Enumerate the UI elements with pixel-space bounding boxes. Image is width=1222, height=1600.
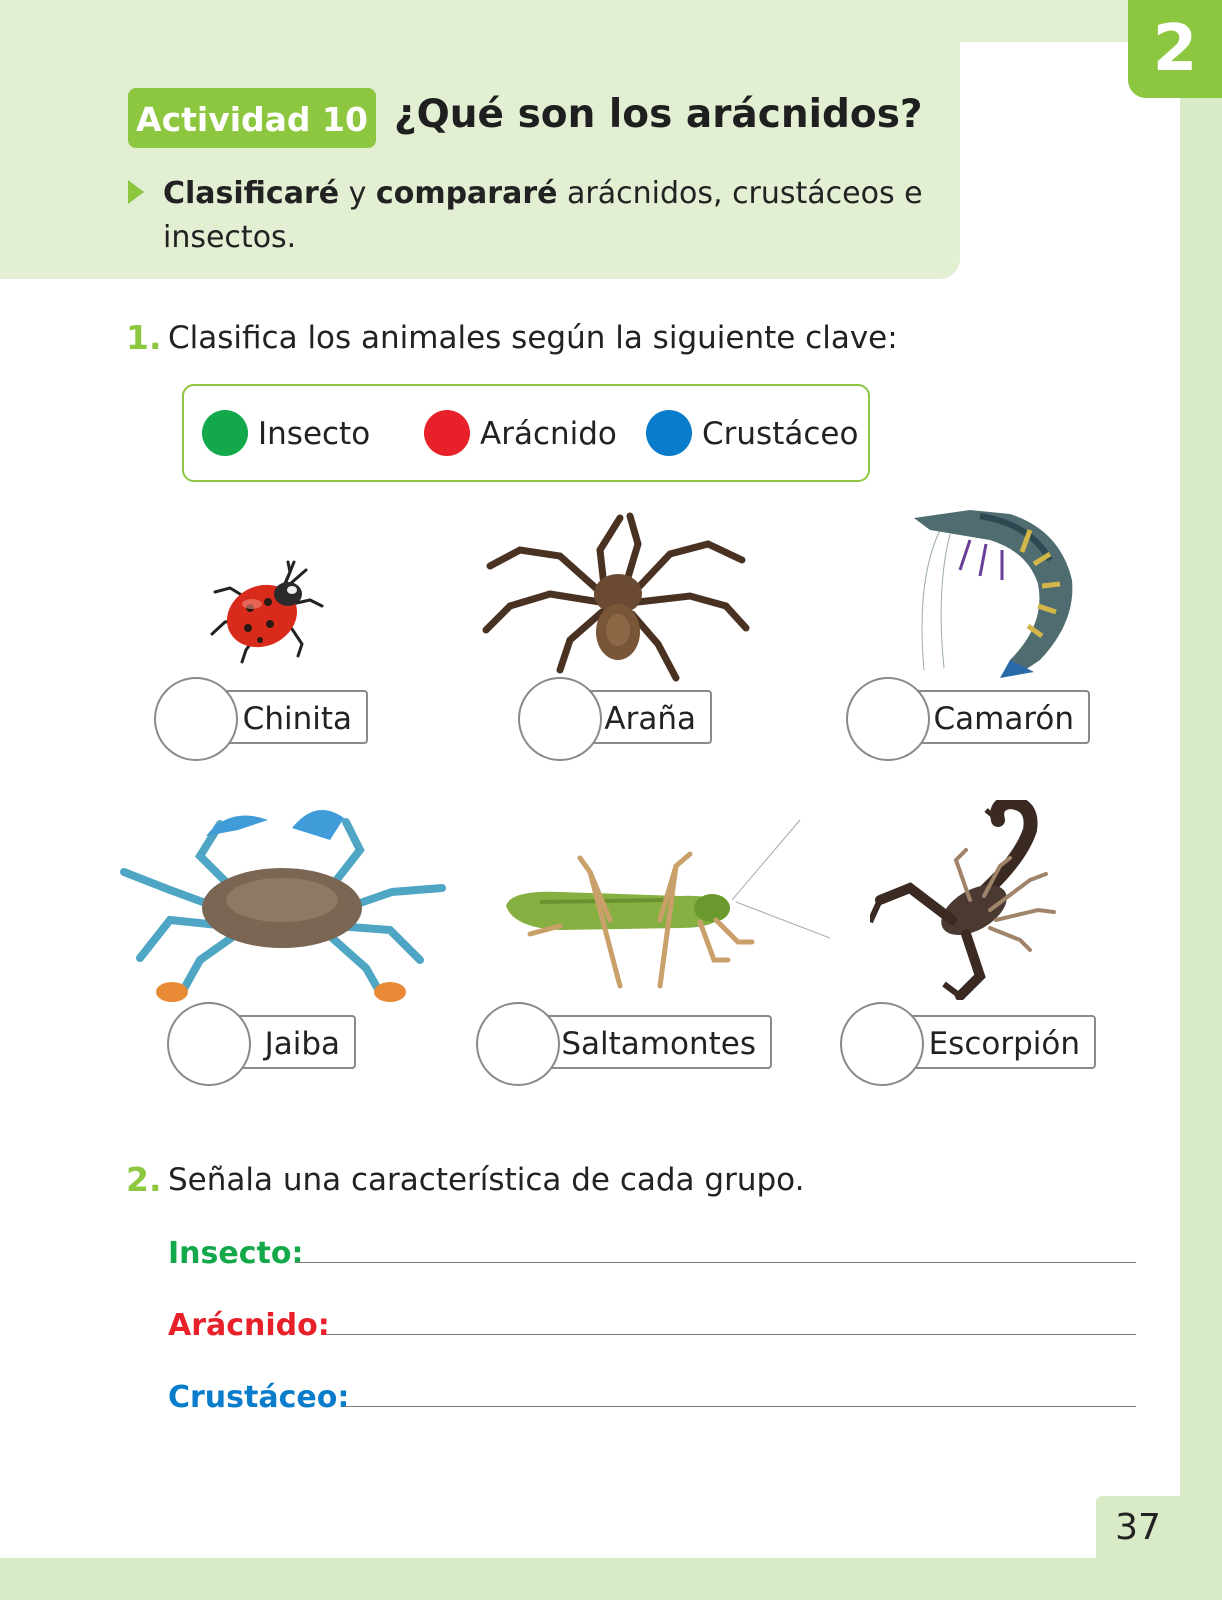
insect-key-dot	[202, 410, 248, 456]
answer-circle-chinita[interactable]	[154, 677, 238, 761]
field-label-insect: Insecto:	[168, 1236, 304, 1271]
objective-verb-classify: Clasificaré	[163, 176, 340, 211]
scorpion-icon	[870, 800, 1080, 1000]
arachnid-key-dot	[424, 410, 470, 456]
top-band	[0, 0, 1222, 42]
answer-circle-saltamontes[interactable]	[476, 1002, 560, 1086]
right-margin-band	[1180, 0, 1222, 1600]
grasshopper-icon	[500, 810, 830, 1000]
animal-label-escorpion: Escorpión	[894, 1015, 1096, 1069]
unit-tab: 2	[1128, 0, 1222, 98]
question-2-text: Señala una característica de cada grupo.	[168, 1162, 805, 1198]
color-key	[182, 384, 870, 482]
question-1-number: 1.	[126, 318, 162, 357]
key-label-insect: Insecto	[258, 416, 371, 452]
ladybug-icon	[190, 550, 330, 670]
bottom-band	[0, 1558, 1222, 1600]
objective-arrow-icon	[128, 180, 144, 204]
shrimp-icon	[910, 500, 1090, 680]
animal-label-saltamontes: Saltamontes	[528, 1015, 772, 1069]
page-number: 37	[1096, 1496, 1180, 1560]
answer-line-arachnid[interactable]	[326, 1334, 1136, 1335]
crustacean-key-dot	[646, 410, 692, 456]
answer-line-crustacean[interactable]	[344, 1406, 1136, 1407]
question-1-text: Clasifica los animales según la siguiente clave:	[168, 320, 898, 356]
objective-verb-compare: compararé	[375, 176, 558, 211]
answer-circle-camaron[interactable]	[846, 677, 930, 761]
question-2-number: 2.	[126, 1160, 162, 1199]
field-label-crustacean: Crustáceo:	[168, 1380, 350, 1415]
objective-connector: y	[339, 176, 376, 211]
animal-label-camaron: Camarón	[896, 690, 1090, 744]
answer-line-insect[interactable]	[296, 1262, 1136, 1263]
animal-label-jaiba: Jaiba	[224, 1015, 356, 1069]
answer-circle-arana[interactable]	[518, 677, 602, 761]
spider-icon	[480, 510, 750, 690]
key-label-arachnid: Arácnido	[480, 416, 617, 452]
crab-icon	[120, 800, 450, 1010]
animal-label-arana: Araña	[568, 690, 712, 744]
answer-circle-escorpion[interactable]	[840, 1002, 924, 1086]
animal-label-chinita: Chinita	[212, 690, 368, 744]
activity-badge: Actividad 10	[128, 88, 376, 148]
activity-title: ¿Qué son los arácnidos?	[394, 92, 923, 137]
key-label-crustacean: Crustáceo	[702, 416, 859, 452]
objective-rest: arácnidos, crustáceos e insectos.	[163, 176, 923, 255]
field-label-arachnid: Arácnido:	[168, 1308, 330, 1343]
answer-circle-jaiba[interactable]	[167, 1002, 251, 1086]
objective-text	[163, 172, 923, 260]
